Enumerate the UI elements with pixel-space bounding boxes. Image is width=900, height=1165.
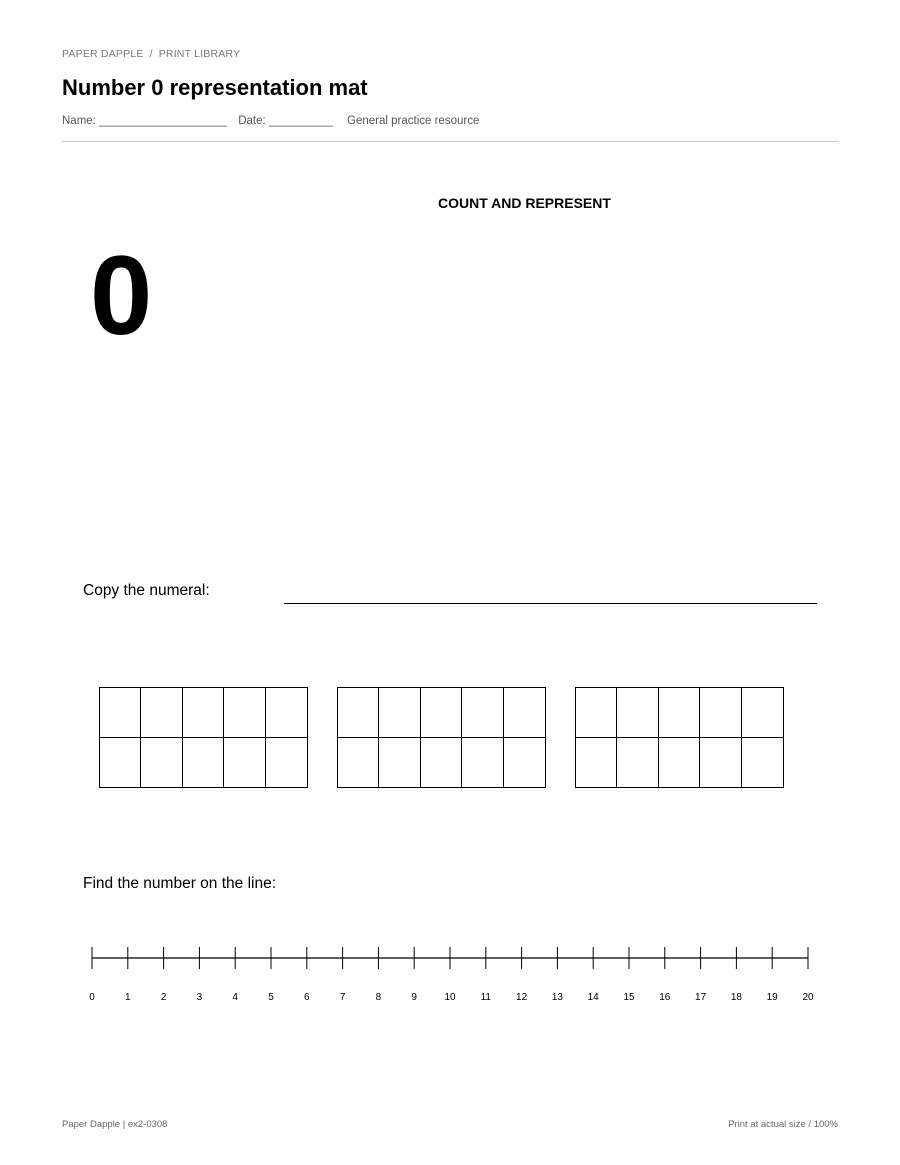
number-line-prompt: Find the number on the line: (83, 875, 277, 892)
number-line-tick-label: 17 (695, 992, 707, 1003)
breadcrumb-item-library[interactable]: PRINT LIBRARY (158, 48, 241, 60)
ten-frame-cell[interactable] (462, 688, 503, 738)
copy-numeral-writing-line (284, 603, 817, 604)
header-divider (62, 141, 838, 142)
ten-frame-cell[interactable] (338, 738, 379, 788)
ten-frame-2 (337, 687, 546, 788)
ten-frame-cell[interactable] (742, 688, 783, 738)
ten-frame-cell[interactable] (742, 738, 783, 788)
ten-frame-cell[interactable] (576, 738, 617, 788)
number-line-tick-label: 8 (375, 992, 382, 1003)
number-line-tick-label: 5 (268, 992, 274, 1003)
ten-frame-1 (99, 687, 308, 788)
ten-frame-3 (575, 687, 784, 788)
ten-frame-cell[interactable] (183, 688, 224, 738)
breadcrumb (62, 48, 240, 60)
name-field: Name: ____________________ (62, 115, 227, 127)
resource-label: General practice resource (347, 115, 480, 127)
ten-frame-cell[interactable] (421, 738, 462, 788)
number-line-tick-label: 3 (196, 992, 203, 1003)
footer-left-text: Paper Dapple | ex2-0308 (62, 1119, 168, 1130)
ten-frame-cell[interactable] (379, 738, 420, 788)
ten-frame-cell[interactable] (504, 688, 545, 738)
ten-frame-cell[interactable] (100, 688, 141, 738)
ten-frame-cell[interactable] (141, 688, 182, 738)
ten-frame-cell[interactable] (183, 738, 224, 788)
ten-frame-cell[interactable] (338, 688, 379, 738)
ten-frame-cell[interactable] (100, 738, 141, 788)
ten-frame-cell[interactable] (700, 688, 741, 738)
number-line-tick-label: 13 (551, 992, 563, 1003)
number-line-tick-label: 9 (411, 992, 417, 1003)
ten-frame-cell[interactable] (617, 688, 658, 738)
number-line-tick-label: 7 (339, 992, 346, 1003)
number-line-tick-label: 18 (730, 992, 742, 1003)
number-line-tick-label: 19 (766, 992, 778, 1003)
ten-frame-cell[interactable] (576, 688, 617, 738)
number-line-tick-label: 2 (160, 992, 167, 1003)
section-title: COUNT AND REPRESENT (438, 195, 611, 211)
number-line-tick-label: 1 (125, 992, 131, 1003)
ten-frame-cell[interactable] (141, 738, 182, 788)
copy-numeral-prompt: Copy the numeral: (83, 582, 210, 599)
breadcrumb-separator: / (149, 48, 153, 60)
featured-numeral: 0 (90, 233, 153, 358)
breadcrumb-item-brand[interactable]: PAPER DAPPLE (62, 48, 144, 60)
number-line-tick-label: 12 (516, 992, 528, 1003)
number-line-tick-label: 6 (304, 992, 310, 1003)
ten-frame-cell[interactable] (224, 688, 265, 738)
ten-frame-cell[interactable] (421, 688, 462, 738)
worksheet-meta (62, 115, 487, 127)
number-line-tick-label: 4 (232, 992, 238, 1003)
ten-frame-cell[interactable] (659, 688, 700, 738)
ten-frame-cell[interactable] (224, 738, 265, 788)
number-line-tick-label: 11 (480, 992, 491, 1003)
ten-frame-cell[interactable] (266, 688, 307, 738)
number-line-tick-label: 14 (587, 992, 599, 1003)
footer-right-text: Print at actual size / 100% (728, 1119, 838, 1130)
number-line-tick-label: 15 (623, 992, 635, 1003)
number-line-tick-label: 0 (89, 992, 95, 1003)
page-title: Number 0 representation mat (62, 75, 368, 100)
ten-frame-cell[interactable] (379, 688, 420, 738)
number-line-tick-label: 16 (659, 992, 671, 1003)
number-line-tick-label: 20 (802, 992, 814, 1003)
ten-frame-cell[interactable] (266, 738, 307, 788)
ten-frame-cell[interactable] (617, 738, 658, 788)
ten-frame-cell[interactable] (700, 738, 741, 788)
ten-frame-cell[interactable] (504, 738, 545, 788)
date-field: Date: __________ (238, 115, 333, 127)
number-line-tick-label: 10 (444, 992, 456, 1003)
ten-frame-cell[interactable] (659, 738, 700, 788)
number-line (0, 930, 900, 1010)
ten-frame-cell[interactable] (462, 738, 503, 788)
